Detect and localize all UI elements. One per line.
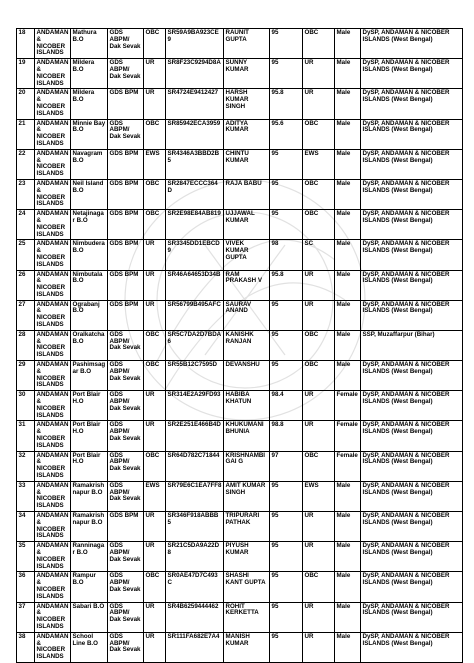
candidate-name: AMIT KUMAR SINGH — [224, 481, 270, 511]
office-cell: Port Blair H.O — [71, 421, 108, 451]
table-row — [17, 179, 463, 209]
gender-cell: Male — [335, 361, 361, 391]
post-cell: GDS BPM — [108, 210, 144, 240]
registration-number: SR314E2A29FD93 — [166, 391, 224, 421]
state-cell: ANDAMAN & NICOBER ISLANDS — [35, 542, 71, 572]
community-cell: UR — [303, 512, 335, 542]
registration-number: SR2E98E84AB819 — [166, 210, 224, 240]
community-cell: OBC — [303, 451, 335, 481]
table-row — [17, 451, 463, 481]
community-cell: OBC — [303, 210, 335, 240]
registration-number: SR2E251E466B4D — [166, 421, 224, 451]
division-cell: DySP, ANDAMAN & NICOBER ISLANDS (West Bengal) — [361, 542, 463, 572]
post-cell: GDS BPM — [108, 89, 144, 119]
office-cell: Neil Island B.O — [71, 179, 108, 209]
division-cell: DySP, ANDAMAN & NICOBER ISLANDS (West Bengal) — [361, 512, 463, 542]
post-cell: GDS BPM — [108, 300, 144, 330]
registration-number: SR8F23C9294D8A — [166, 59, 224, 89]
candidate-name: CHINTU KUMAR — [224, 149, 270, 179]
division-cell: DySP, ANDAMAN & NICOBER ISLANDS (West Bengal) — [361, 300, 463, 330]
post-cell: GDS ABPM/ Dak Sevak — [108, 330, 144, 360]
state-cell: ANDAMAN & NICOBER ISLANDS — [35, 89, 71, 119]
state-cell: ANDAMAN & NICOBER ISLANDS — [35, 210, 71, 240]
post-cell: GDS ABPM/ Dak Sevak — [108, 451, 144, 481]
post-cell: GDS BPM — [108, 240, 144, 270]
office-cell: Minnie Bay B.O — [71, 119, 108, 149]
category-cell: OBC — [144, 572, 166, 602]
office-cell: Ranninagar B.O — [71, 542, 108, 572]
serial-number: 29 — [17, 361, 35, 391]
candidate-name: PIYUSH KUMAR — [224, 542, 270, 572]
marks-cell: 95 — [270, 481, 303, 511]
community-cell: UR — [303, 632, 335, 662]
office-cell: School Line B.O — [71, 632, 108, 662]
community-cell: OBC — [303, 29, 335, 59]
candidate-name: KRISHNAMBIGAI G — [224, 451, 270, 481]
registration-number: SR0AE47D7C493C — [166, 572, 224, 602]
category-cell: UR — [144, 240, 166, 270]
table-row — [17, 632, 463, 662]
community-cell: UR — [303, 391, 335, 421]
category-cell: EWS — [144, 149, 166, 179]
office-cell: Ramakrishnapur B.O — [71, 512, 108, 542]
registration-number: SR85942ECA3959 — [166, 119, 224, 149]
candidate-name: HARSH KUMAR SINGH — [224, 89, 270, 119]
candidate-name: RAUNIT GUPTA — [224, 29, 270, 59]
post-cell: GDS ABPM/ Dak Sevak — [108, 361, 144, 391]
marks-cell: 98.4 — [270, 391, 303, 421]
serial-number: 25 — [17, 240, 35, 270]
table-row — [17, 29, 463, 59]
marks-cell: 95 — [270, 602, 303, 632]
gender-cell: Male — [335, 542, 361, 572]
registration-number: SR46A64653D34B — [166, 270, 224, 300]
serial-number: 37 — [17, 602, 35, 632]
division-cell: DySP, ANDAMAN & NICOBER ISLANDS (West Bengal) — [361, 149, 463, 179]
division-cell: DySP, ANDAMAN & NICOBER ISLANDS (West Bengal) — [361, 481, 463, 511]
community-cell: UR — [303, 270, 335, 300]
division-cell: DySP, ANDAMAN & NICOBER ISLANDS (West Bengal) — [361, 421, 463, 451]
registration-number: SR2847ECCC364D — [166, 179, 224, 209]
table-row — [17, 572, 463, 602]
marks-cell: 95 — [270, 512, 303, 542]
state-cell: ANDAMAN & NICOBER ISLANDS — [35, 149, 71, 179]
candidate-name: MANISH KUMAR — [224, 632, 270, 662]
post-cell: GDS ABPM/ Dak Sevak — [108, 481, 144, 511]
serial-number: 28 — [17, 330, 35, 360]
community-cell: UR — [303, 59, 335, 89]
serial-number: 34 — [17, 512, 35, 542]
category-cell: OBC — [144, 210, 166, 240]
division-cell: DySP, ANDAMAN & NICOBER ISLANDS (West Bengal) — [361, 59, 463, 89]
gender-cell: Male — [335, 481, 361, 511]
category-cell: UR — [144, 59, 166, 89]
gender-cell: Male — [335, 270, 361, 300]
gender-cell: Male — [335, 59, 361, 89]
office-cell: Ograbanj B.O — [71, 300, 108, 330]
serial-number: 35 — [17, 542, 35, 572]
gender-cell: Female — [335, 421, 361, 451]
state-cell: ANDAMAN & NICOBER ISLANDS — [35, 451, 71, 481]
office-cell: Ramakrishnapur B.O — [71, 481, 108, 511]
gender-cell: Male — [335, 119, 361, 149]
gender-cell: Male — [335, 512, 361, 542]
marks-cell: 95 — [270, 572, 303, 602]
post-cell: GDS BPM — [108, 512, 144, 542]
state-cell: ANDAMAN & NICOBER ISLANDS — [35, 330, 71, 360]
category-cell: UR — [144, 512, 166, 542]
serial-number: 33 — [17, 481, 35, 511]
post-cell: GDS BPM — [108, 270, 144, 300]
table-row — [17, 300, 463, 330]
state-cell: ANDAMAN & NICOBER ISLANDS — [35, 59, 71, 89]
registration-number: SR21C5DA9A22D8 — [166, 542, 224, 572]
marks-cell: 95.6 — [270, 119, 303, 149]
state-cell: ANDAMAN & NICOBER ISLANDS — [35, 481, 71, 511]
division-cell: DySP, ANDAMAN & NICOBER ISLANDS (West Bengal) — [361, 240, 463, 270]
gender-cell: Male — [335, 210, 361, 240]
serial-number: 38 — [17, 632, 35, 662]
gender-cell: Male — [335, 330, 361, 360]
serial-number: 26 — [17, 270, 35, 300]
serial-number: 32 — [17, 451, 35, 481]
office-cell: Sabari B.O — [71, 602, 108, 632]
marks-cell: 95.8 — [270, 270, 303, 300]
registration-number: SR4724E9412427 — [166, 89, 224, 119]
serial-number: 20 — [17, 89, 35, 119]
post-cell: GDS ABPM/ Dak Sevak — [108, 542, 144, 572]
state-cell: ANDAMAN & NICOBER ISLANDS — [35, 119, 71, 149]
marks-cell: 95.8 — [270, 89, 303, 119]
gender-cell: Male — [335, 240, 361, 270]
division-cell: DySP, ANDAMAN & NICOBER ISLANDS (West Bengal) — [361, 179, 463, 209]
marks-cell: 97 — [270, 451, 303, 481]
community-cell: UR — [303, 300, 335, 330]
post-cell: GDS BPM — [108, 179, 144, 209]
division-cell: DySP, ANDAMAN & NICOBER ISLANDS (West Bengal) — [361, 89, 463, 119]
division-cell: DySP, ANDAMAN & NICOBER ISLANDS (West Bengal) — [361, 270, 463, 300]
community-cell: OBC — [303, 119, 335, 149]
marks-cell: 95 — [270, 179, 303, 209]
table-row — [17, 240, 463, 270]
office-cell: Port Blair H.O — [71, 391, 108, 421]
registration-number: SR4346A3BBD2B5 — [166, 149, 224, 179]
gender-cell: Male — [335, 602, 361, 632]
gender-cell: Male — [335, 179, 361, 209]
marks-cell: 95 — [270, 29, 303, 59]
community-cell: OBC — [303, 572, 335, 602]
candidate-name: DEVANSHU — [224, 361, 270, 391]
gender-cell: Female — [335, 391, 361, 421]
community-cell: OBC — [303, 330, 335, 360]
table-body — [17, 29, 463, 663]
community-cell: UR — [303, 602, 335, 632]
table-row — [17, 59, 463, 89]
community-cell: OBC — [303, 361, 335, 391]
state-cell: ANDAMAN & NICOBER ISLANDS — [35, 572, 71, 602]
division-cell: DySP, ANDAMAN & NICOBER ISLANDS (West Bengal) — [361, 29, 463, 59]
gender-cell: Male — [335, 632, 361, 662]
community-cell: EWS — [303, 149, 335, 179]
division-cell: DySP, ANDAMAN & NICOBER ISLANDS (West Bengal) — [361, 361, 463, 391]
registration-number: SR59A9BA923CE9 — [166, 29, 224, 59]
post-cell: GDS ABPM/ Dak Sevak — [108, 602, 144, 632]
candidate-name: KHUKUMANI BHUNIA — [224, 421, 270, 451]
community-cell: UR — [303, 421, 335, 451]
candidate-name: KANISHK RANJAN — [224, 330, 270, 360]
candidate-name: ADITYA KUMAR — [224, 119, 270, 149]
table-row — [17, 542, 463, 572]
category-cell: UR — [144, 542, 166, 572]
marks-cell: 95 — [270, 300, 303, 330]
marks-cell: 95 — [270, 361, 303, 391]
office-cell: Port Blair H.O — [71, 451, 108, 481]
serial-number: 30 — [17, 391, 35, 421]
community-cell: UR — [303, 89, 335, 119]
serial-number: 24 — [17, 210, 35, 240]
category-cell: UR — [144, 89, 166, 119]
gender-cell: Male — [335, 89, 361, 119]
results-table — [16, 28, 463, 663]
community-cell: EWS — [303, 481, 335, 511]
marks-cell: 98 — [270, 240, 303, 270]
community-cell: OBC — [303, 179, 335, 209]
table-row — [17, 210, 463, 240]
candidate-name: SAURAV ANAND — [224, 300, 270, 330]
category-cell: OBC — [144, 29, 166, 59]
state-cell: ANDAMAN & NICOBER ISLANDS — [35, 632, 71, 662]
marks-cell: 98.8 — [270, 421, 303, 451]
post-cell: GDS ABPM/ Dak Sevak — [108, 59, 144, 89]
table-row — [17, 391, 463, 421]
marks-cell: 95 — [270, 149, 303, 179]
community-cell: UR — [303, 542, 335, 572]
serial-number: 18 — [17, 29, 35, 59]
table-row — [17, 270, 463, 300]
state-cell: ANDAMAN & NICOBER ISLANDS — [35, 240, 71, 270]
division-cell: DySP, ANDAMAN & NICOBER ISLANDS (West Bengal) — [361, 210, 463, 240]
division-cell: DySP, ANDAMAN & NICOBER ISLANDS (West Bengal) — [361, 391, 463, 421]
state-cell: ANDAMAN & NICOBER ISLANDS — [35, 512, 71, 542]
registration-number: SR3345DD1EBCD9 — [166, 240, 224, 270]
candidate-name: RAM PRAKASH V — [224, 270, 270, 300]
gender-cell: Male — [335, 29, 361, 59]
category-cell: EWS — [144, 481, 166, 511]
post-cell: GDS ABPM/ Dak Sevak — [108, 572, 144, 602]
division-cell: SSP, Muzaffarpur (Bihar) — [361, 330, 463, 360]
marks-cell: 95 — [270, 59, 303, 89]
registration-number: SR79E6C1EA7FF8 — [166, 481, 224, 511]
state-cell: ANDAMAN & NICOBER ISLANDS — [35, 361, 71, 391]
table-row — [17, 149, 463, 179]
table-row — [17, 361, 463, 391]
serial-number: 27 — [17, 300, 35, 330]
serial-number: 22 — [17, 149, 35, 179]
post-cell: GDS ABPM/ Dak Sevak — [108, 391, 144, 421]
office-cell: Rampur B.O — [71, 572, 108, 602]
marks-cell: 95 — [270, 330, 303, 360]
post-cell: GDS ABPM/ Dak Sevak — [108, 632, 144, 662]
candidate-name: VIVEK KUMAR GUPTA — [224, 240, 270, 270]
candidate-name: ROHIT KERKETTA — [224, 602, 270, 632]
category-cell: OBC — [144, 451, 166, 481]
marks-cell: 95 — [270, 542, 303, 572]
candidate-name: RAJA BABU — [224, 179, 270, 209]
marks-cell: 95 — [270, 632, 303, 662]
division-cell: DySP, ANDAMAN & NICOBER ISLANDS (West Bengal) — [361, 602, 463, 632]
office-cell: Mildera B.O — [71, 59, 108, 89]
category-cell: UR — [144, 300, 166, 330]
table-row — [17, 512, 463, 542]
gender-cell: Male — [335, 300, 361, 330]
category-cell: UR — [144, 632, 166, 662]
state-cell: ANDAMAN & NICOBER ISLANDS — [35, 270, 71, 300]
table-row — [17, 119, 463, 149]
state-cell: ANDAMAN & NICOBER ISLANDS — [35, 29, 71, 59]
post-cell: GDS BPM — [108, 149, 144, 179]
office-cell: Mildera B.O — [71, 89, 108, 119]
table-row — [17, 89, 463, 119]
category-cell: OBC — [144, 361, 166, 391]
category-cell: OBC — [144, 119, 166, 149]
serial-number: 36 — [17, 572, 35, 602]
serial-number: 19 — [17, 59, 35, 89]
candidate-name: TRIPURARI PATHAK — [224, 512, 270, 542]
registration-number: SR5C7DA2D7BDA6 — [166, 330, 224, 360]
office-cell: Pashimsagar B.O — [71, 361, 108, 391]
candidate-name: UJJAWAL KUMAR — [224, 210, 270, 240]
table-row — [17, 421, 463, 451]
registration-number: SR56799B495AFC — [166, 300, 224, 330]
registration-number: SR64D782C71844 — [166, 451, 224, 481]
category-cell: OBC — [144, 179, 166, 209]
serial-number: 21 — [17, 119, 35, 149]
division-cell: DySP, ANDAMAN & NICOBER ISLANDS (West Bengal) — [361, 119, 463, 149]
serial-number: 23 — [17, 179, 35, 209]
gender-cell: Male — [335, 149, 361, 179]
registration-number: SR346F918ABBB5 — [166, 512, 224, 542]
office-cell: Nimbutala B.O — [71, 270, 108, 300]
gender-cell: Male — [335, 572, 361, 602]
marks-cell: 95 — [270, 210, 303, 240]
candidate-name: SUNNY KUMAR — [224, 59, 270, 89]
office-cell: Mathura B.O — [71, 29, 108, 59]
category-cell: UR — [144, 602, 166, 632]
table-row — [17, 330, 463, 360]
state-cell: ANDAMAN & NICOBER ISLANDS — [35, 421, 71, 451]
community-cell: SC — [303, 240, 335, 270]
registration-number: SR111FA682E7A4 — [166, 632, 224, 662]
office-cell: Netajinagar B.O — [71, 210, 108, 240]
state-cell: ANDAMAN & NICOBER ISLANDS — [35, 179, 71, 209]
state-cell: ANDAMAN & NICOBER ISLANDS — [35, 602, 71, 632]
candidate-name: SHASHI KANT GUPTA — [224, 572, 270, 602]
category-cell: UR — [144, 270, 166, 300]
division-cell: DySP, ANDAMAN & NICOBER ISLANDS (West Bengal) — [361, 451, 463, 481]
category-cell: OBC — [144, 330, 166, 360]
division-cell: DySP, ANDAMAN & NICOBER ISLANDS (West Bengal) — [361, 632, 463, 662]
office-cell: Oralkatcha B.O — [71, 330, 108, 360]
candidate-name: HABIBA KHATUN — [224, 391, 270, 421]
registration-number: SR4B6259444462 — [166, 602, 224, 632]
registration-number: SR55B12C7595D — [166, 361, 224, 391]
office-cell: Navagram B.O — [71, 149, 108, 179]
division-cell: DySP, ANDAMAN & NICOBER ISLANDS (West Bengal) — [361, 572, 463, 602]
post-cell: GDS ABPM/ Dak Sevak — [108, 119, 144, 149]
category-cell: UR — [144, 391, 166, 421]
post-cell: GDS ABPM/ Dak Sevak — [108, 421, 144, 451]
state-cell: ANDAMAN & NICOBER ISLANDS — [35, 300, 71, 330]
state-cell: ANDAMAN & NICOBER ISLANDS — [35, 391, 71, 421]
table-row — [17, 481, 463, 511]
office-cell: Nimbudera B.O — [71, 240, 108, 270]
serial-number: 31 — [17, 421, 35, 451]
post-cell: GDS ABPM/ Dak Sevak — [108, 29, 144, 59]
gender-cell: Female — [335, 451, 361, 481]
table-row — [17, 602, 463, 632]
category-cell: UR — [144, 421, 166, 451]
